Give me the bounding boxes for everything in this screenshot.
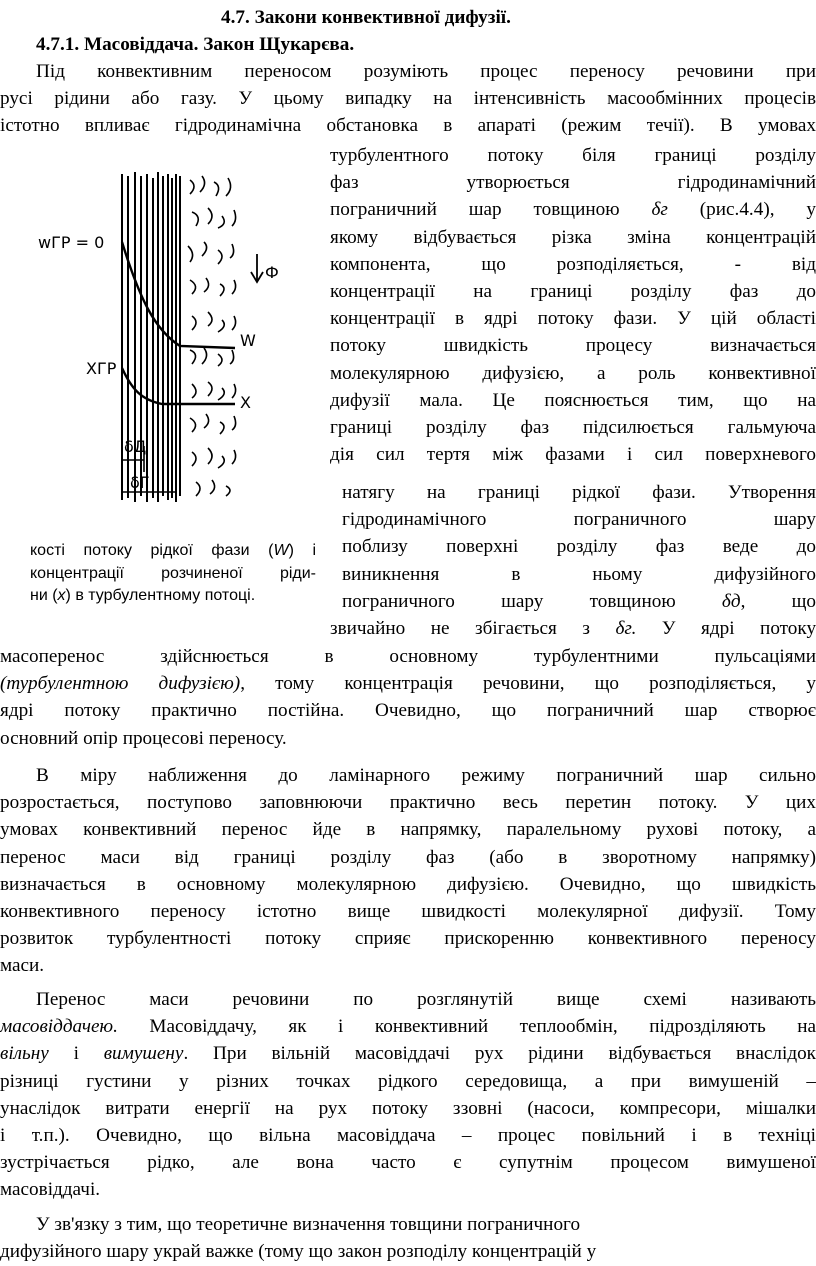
label-phi: Ф bbox=[265, 263, 279, 282]
section-heading: 4.7. Закони конвективної дифузії. bbox=[221, 7, 511, 28]
label-x: X bbox=[240, 393, 251, 412]
text-line: перенос маси від границі розділу фаз (або в зворотному напрямку) bbox=[0, 846, 816, 868]
text-line: В міру наближення до ламінарного режиму пограничний шар сильно bbox=[36, 765, 816, 786]
turbulent-eddies bbox=[188, 176, 236, 496]
paragraph-1-column-lower bbox=[342, 479, 816, 615]
mass-transfer-term: масовіддачею. bbox=[0, 1016, 118, 1038]
text-line: поблизу поверхні розділу фаз веде до bbox=[342, 536, 816, 558]
text-line: дифузії мала. Це пояснюється тим, що на bbox=[330, 389, 816, 411]
forced-term: вимушену bbox=[103, 1043, 184, 1065]
text-line: розростається, поступово заповнюючи практично весь перетин потоку. У цих bbox=[0, 792, 816, 814]
text-line: ядрі потоку практично постійна. Очевидно, що пограничний шар створює bbox=[0, 700, 816, 722]
caption-line: ни (x) в турбулентному потоці. bbox=[30, 587, 256, 604]
text-line: істотно впливає гідродинамічна обстановка в апараті (режим течії). В умовах bbox=[0, 115, 816, 137]
turbulent-diffusion-term: (турбулентною дифузією) bbox=[0, 673, 241, 695]
caption-line: концентрації розчиненої ріди- bbox=[30, 564, 316, 582]
text-line: дифузійного шару украй важке (тому що закон розподілу концентрацій у bbox=[0, 1241, 597, 1263]
delta-g-symbol: δг. bbox=[615, 618, 637, 639]
label-x-gr: XГР bbox=[86, 359, 117, 378]
text-line: молекулярною дифузією, а роль конвективної bbox=[330, 362, 816, 384]
text-line: якому відбувається різка зміна концентрацій bbox=[330, 226, 816, 248]
text-line: Під конвективним переносом розуміють процес переносу речовини при bbox=[36, 61, 816, 82]
label-w-gr: wГР = 0 bbox=[38, 233, 105, 252]
text-line: і т.п.). Очевидно, що вільна масовіддача – процес повільний і в техніці bbox=[0, 1124, 816, 1146]
text-line: маси. bbox=[0, 955, 45, 977]
text-line: умовах конвективний перенос йде в напрямку, паралельному рухові потоку, а bbox=[0, 819, 816, 841]
text-line: У зв'язку з тим, що теоретичне визначення товщини пограничного bbox=[36, 1214, 581, 1235]
free-term: вільну bbox=[0, 1043, 49, 1065]
text-line: унаслідок витрати енергії на рух потоку ззовні (насоси, компресори, мішалки bbox=[0, 1097, 816, 1119]
text-line: конвективного переносу істотно вище швидкості молекулярної дифузії. Тому bbox=[0, 900, 816, 922]
paragraph-1-column bbox=[330, 142, 816, 468]
flow-direction-arrow bbox=[251, 254, 263, 282]
text-line: масовіддачею. Масовіддачу, як і конвективний теплообмін, підрозділяють на bbox=[0, 1016, 816, 1038]
text-line: виникнення в ньому дифузійного bbox=[342, 563, 816, 585]
text-line: фаз утворюється гідродинамічний bbox=[330, 172, 816, 194]
text-line: різниці густини у різних точках рідкого середовища, а при вимушеній – bbox=[0, 1070, 816, 1092]
paragraph-4 bbox=[0, 1211, 816, 1265]
label-delta-d: δД bbox=[124, 437, 147, 456]
text-line: звичайно не збігається з δг. У ядрі потоку bbox=[330, 618, 816, 639]
text-line: гідродинамічного пограничного шару bbox=[342, 509, 816, 531]
velocity-profile-curve bbox=[122, 242, 235, 348]
caption-line: кості потоку рідкої фази (W) і bbox=[30, 542, 317, 559]
text-line: розвиток турбулентності потоку сприяє прискоренню конвективного переносу bbox=[0, 928, 816, 950]
text-line: пограничного шару товщиною δд, що bbox=[342, 590, 816, 612]
paragraph-3 bbox=[0, 986, 816, 1204]
text-line: дія сил тертя між фазами і сил поверхневого bbox=[330, 444, 816, 466]
paragraph-1-rest bbox=[0, 643, 816, 752]
paragraph-1-column-last bbox=[330, 615, 816, 642]
text-line: вільну і вимушену. При вільній масовіддачі рух рідини відбувається внаслідок bbox=[0, 1043, 816, 1065]
text-line: компонента, що розподіляється, - від bbox=[330, 253, 816, 275]
text-line: натягу на границі рідкої фази. Утворення bbox=[342, 482, 816, 503]
text-line: концентрації в ядрі потоку фази. У цій області bbox=[330, 308, 816, 330]
text-line: зустрічається рідко, але вона часто є супутнім процесом вимушеної bbox=[0, 1152, 816, 1174]
boundary-layer-figure bbox=[38, 150, 350, 530]
paragraph-1-intro bbox=[0, 58, 816, 140]
text-line: пограничний шар товщиною δг (рис.4.4), у bbox=[330, 199, 816, 221]
text-line: основний опір процесові переносу. bbox=[0, 727, 287, 749]
delta-d-symbol: δд bbox=[721, 590, 741, 612]
delta-g-symbol: δг bbox=[651, 199, 668, 221]
text-line: турбулентного потоку біля границі розділу bbox=[330, 145, 816, 166]
text-line: (турбулентною дифузією), тому концентрація речовини, що розподіляється, у bbox=[0, 673, 816, 695]
label-delta-g: δГ bbox=[130, 473, 150, 492]
text-line: русі рідини або газу. У цьому випадку на інтенсивність масообмінних процесів bbox=[0, 88, 816, 110]
text-line: Перенос маси речовини по розглянутій вище схемі називають bbox=[36, 989, 816, 1010]
concentration-profile-curve bbox=[122, 368, 235, 404]
label-w: W bbox=[240, 331, 256, 350]
subsection-heading: 4.7.1. Масовіддача. Закон Щукарєва. bbox=[36, 34, 355, 55]
text-line: границі розділу фаз підсилюється гальмуюча bbox=[330, 416, 816, 438]
text-line: визначається в основному молекулярною дифузією. Очевидно, що швидкість bbox=[0, 873, 816, 895]
figure-caption bbox=[30, 540, 316, 608]
paragraph-2 bbox=[0, 762, 816, 980]
text-line: масовіддачі. bbox=[0, 1179, 101, 1201]
text-line: потоку швидкість процесу визначається bbox=[330, 335, 816, 357]
text-line: концентрації на границі розділу фаз до bbox=[330, 280, 816, 302]
text-line: масоперенос здійснюється в основному турбулентними пульсаціями bbox=[0, 646, 816, 667]
